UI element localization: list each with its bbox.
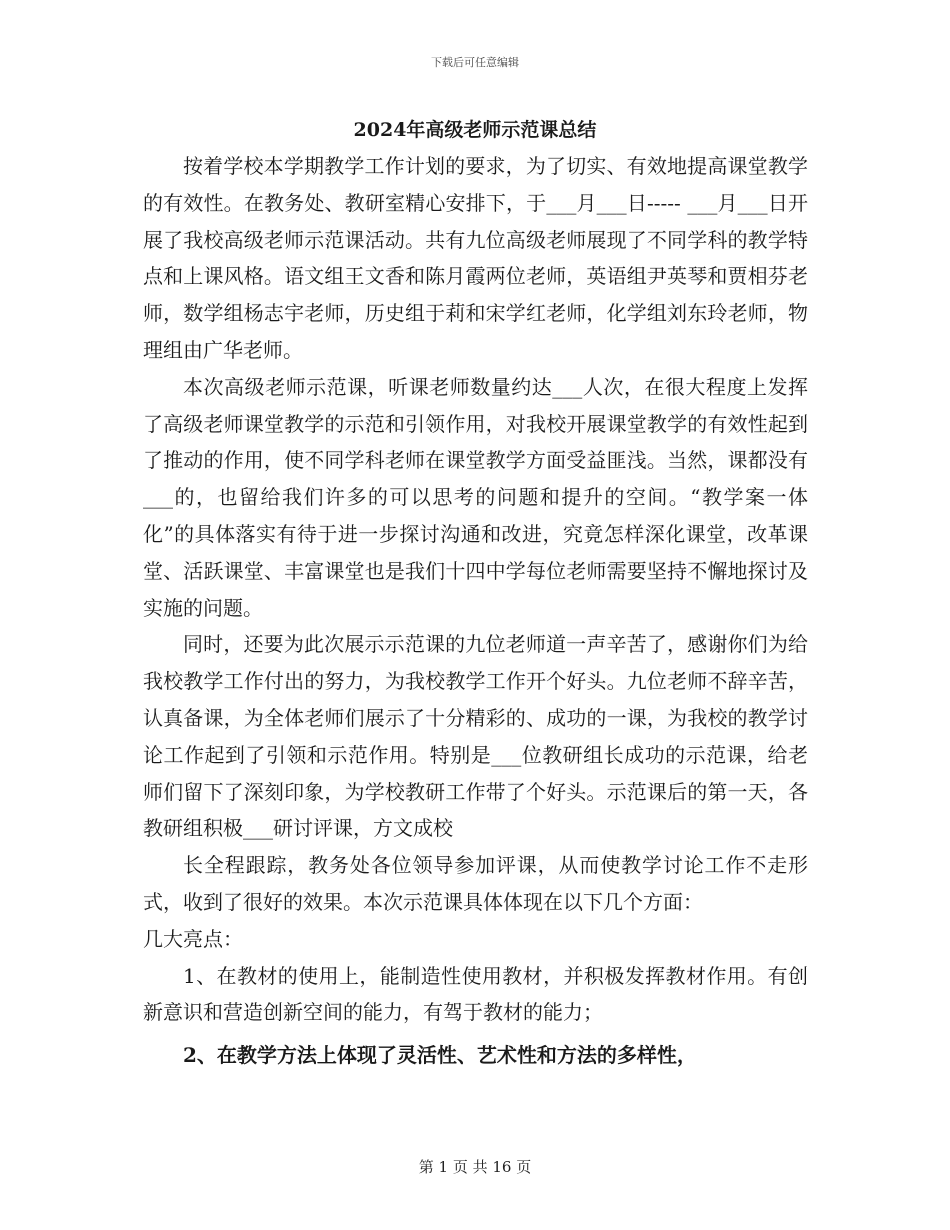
paragraph: 同时，还要为此次展示示范课的九位老师道一声辛苦了，感谢你们为给我校教学工作付出的努力，为我校教学工作开个好头。九位老师不辞辛苦，认真备课，为全体老师们展示了十分精彩的、成功的一课，为我校的教学讨论工作起到了引领和示范作用。特别是___位教研组长成功的示范课，给老师们留下了深刻印象，为学校教研工作带了个好头。示范课后的第一天，各教研组积极___研讨评课，方文成校 bbox=[143, 632, 808, 841]
list-item: 2、在教学方法上体现了灵活性、艺术性和方法的多样性， bbox=[183, 1043, 697, 1068]
paragraph: 按着学校本学期教学工作计划的要求，为了切实、有效地提高课堂教学的有效性。在教务处、教研室精心安排下，于___月___日----- ___月___日开展了我校高级老师示范课活动。共有九位高级老师展现了不同学科的教学特点和上课风格。语文组王文香和陈月霞两位老师，英语组尹英琴和贾相芬老师，数学组杨志宇老师，历史组于莉和宋学红老师，化学组刘东玲老师，物理组由广华老师。 bbox=[143, 154, 808, 362]
document-title: 2024年高级老师示范课总结 bbox=[353, 119, 597, 141]
paragraph: 几大亮点： bbox=[143, 926, 243, 951]
paragraph: 本次高级老师示范课，听课老师数量约达___人次，在很大程度上发挥了高级老师课堂教学的示范和引领作用，对我校开展课堂教学的有效性起到了推动的作用，使不同学科老师在课堂教学方面受益匪浅。当然，课都没有___的，也留给我们许多的可以思考的问题和提升的空间。“教学案一体化”的具体落实有待于进一步探讨沟通和改进，究竟怎样深化课堂，改革课堂、活跃课堂、丰富课堂也是我们十四中学每位老师需要坚持不懈地探讨及实施的问题。 bbox=[143, 374, 808, 620]
paragraph: 长全程跟踪，教务处各位领导参加评课，从而使教学讨论工作不走形式，收到了很好的效果。本次示范课具体体现在以下几个方面： bbox=[143, 853, 808, 914]
document-body bbox=[143, 148, 808, 1074]
page-number: 第 1 页 共 16 页 bbox=[418, 1158, 532, 1176]
page-header: 下载后可任意编辑 bbox=[431, 56, 519, 69]
list-item: 1、在教材的使用上，能制造性使用教材，并积极发挥教材作用。有创新意识和营造创新空间的能力，有驾于教材的能力； bbox=[143, 963, 808, 1025]
